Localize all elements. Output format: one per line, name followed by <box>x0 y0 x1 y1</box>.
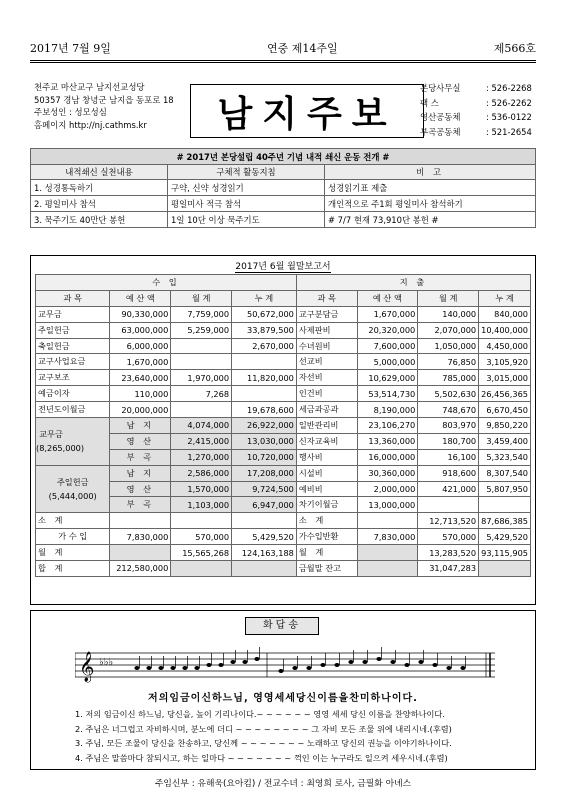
cell: 2,670,000 <box>232 338 297 354</box>
cell: 2,070,000 <box>418 322 479 338</box>
cell: 570,000 <box>418 529 479 545</box>
cell <box>418 497 479 513</box>
column-header: 과 목 <box>296 290 357 306</box>
psalm-lyrics: 저의임금이신하느님, 영영세세당신이름을찬미하나이다. <box>148 693 418 704</box>
cell: 1. 성경통독하기 <box>31 180 168 196</box>
cell: 7,759,000 <box>171 306 232 322</box>
cell: 9,724,500 <box>232 481 297 497</box>
contact-label: 영산공동체 <box>420 112 461 122</box>
table-row <box>36 449 531 465</box>
psalm-verses <box>75 707 452 765</box>
cell: 16,000,000 <box>357 449 418 465</box>
cell: 212,580,000 <box>110 561 171 577</box>
cell: 합 계 <box>36 561 110 577</box>
group-amount: (8,265,000) <box>36 443 85 454</box>
cell: 1,970,000 <box>171 370 232 386</box>
cell: 20,320,000 <box>357 322 418 338</box>
table-row <box>36 418 531 434</box>
cell: 53,514,730 <box>357 386 418 402</box>
cell: 421,000 <box>418 481 479 497</box>
cell: 90,330,000 <box>110 306 171 322</box>
cell: 6,000,000 <box>110 338 171 354</box>
cell: 7,600,000 <box>357 338 418 354</box>
cell: 선교비 <box>296 354 357 370</box>
cell: 8,307,540 <box>479 465 531 481</box>
subtotal-label: 소 계 <box>36 513 110 529</box>
cell <box>171 402 232 418</box>
cell: 부 곡 <box>110 449 171 465</box>
cell: 사제판비 <box>296 322 357 338</box>
patron-saint: 주보성인 : 성모성심 <box>34 107 107 117</box>
verse: 2. 주님은 너그럽고 자비하시며, 분노에 더디 ~ ~ ~ ~ ~ ~ ~ ~ 그 자비 모든 조물 위에 내리시네.(후렴) <box>75 723 452 734</box>
cell: 1,670,000 <box>357 306 418 322</box>
cell: 교무금 <box>36 306 110 322</box>
cell: 1일 10단 이상 묵주기도 <box>168 212 325 228</box>
issue-header <box>30 40 536 56</box>
cell: 23,106,270 <box>357 418 418 434</box>
cell: 자선비 <box>296 370 357 386</box>
cell: 교구사업요금 <box>36 354 110 370</box>
cell: 예금이자 <box>36 386 110 402</box>
expense-header: 지 출 <box>296 275 530 291</box>
contact-label: 본당사무실 <box>420 83 461 93</box>
cell: 12,713,520 <box>418 513 479 529</box>
parish-info <box>34 81 174 131</box>
contact-phone: : 536-0122 <box>486 112 532 122</box>
cell: 10,400,000 <box>479 322 531 338</box>
cell: 76,850 <box>418 354 479 370</box>
income-header: 수 입 <box>36 275 297 291</box>
group-name: 주일헌금 <box>56 477 89 488</box>
cell: 31,047,283 <box>418 561 479 577</box>
cell: 5,807,950 <box>479 481 531 497</box>
column-header: 비 고 <box>325 165 536 180</box>
header-rule <box>30 60 536 61</box>
cell: 1,670,000 <box>110 354 171 370</box>
music-staff <box>75 645 495 685</box>
column-header: 내적쇄신 실천내용 <box>31 165 168 180</box>
cell: 1,570,000 <box>171 481 232 497</box>
cell: 월 계 <box>36 545 110 561</box>
cell: 3. 묵주기도 40만단 봉헌 <box>31 212 168 228</box>
cell: 6,670,450 <box>479 402 531 418</box>
contact-label: 팩 스 <box>420 97 439 108</box>
cell: 918,600 <box>418 465 479 481</box>
cell: 차기이월금 <box>296 497 357 513</box>
monthly-report <box>30 255 536 605</box>
cell: 803,970 <box>418 418 479 434</box>
cell: 7,268 <box>171 386 232 402</box>
cell: 세금과공과 <box>296 402 357 418</box>
table-row <box>31 212 536 228</box>
cell: 축일헌금 <box>36 338 110 354</box>
cell: 110,000 <box>110 386 171 402</box>
cell: 785,000 <box>418 370 479 386</box>
subtotal-row <box>36 513 531 529</box>
cell: 124,163,188 <box>232 545 297 561</box>
cell: 1,103,000 <box>171 497 232 513</box>
cell: 평일미사 적극 참석 <box>168 196 325 212</box>
liturgical-week: 연중 제14주일 <box>267 42 338 55</box>
cell: 15,565,268 <box>171 545 232 561</box>
bulletin-title: 남지주보 <box>190 84 424 138</box>
cell: 예비비 <box>296 481 357 497</box>
cell: 33,879,500 <box>232 322 297 338</box>
cell: 영 산 <box>110 433 171 449</box>
cell: 영 산 <box>110 481 171 497</box>
table-row <box>36 481 531 497</box>
column-header: 누 계 <box>232 290 297 306</box>
cell: 13,360,000 <box>357 433 418 449</box>
cell: 수녀원비 <box>296 338 357 354</box>
cell: 93,115,905 <box>479 545 531 561</box>
svg-text:𝄞: 𝄞 <box>79 652 95 682</box>
cell: 30,360,000 <box>357 465 418 481</box>
group-amount: (5,444,000) <box>48 491 97 502</box>
contact-phone: : 521-2654 <box>486 126 532 137</box>
cell: 140,000 <box>418 306 479 322</box>
campaign-table <box>30 148 536 228</box>
cell: 4,074,000 <box>171 418 232 434</box>
table-row <box>36 465 531 481</box>
cell: 3,015,000 <box>479 370 531 386</box>
group-cell <box>36 465 110 513</box>
cell: 성경읽기표 제출 <box>325 180 536 196</box>
cell: 2,415,000 <box>171 433 232 449</box>
cell: 1,050,000 <box>418 338 479 354</box>
contact-phone: : 526-2268 <box>486 83 532 93</box>
header-rule-2 <box>30 62 536 63</box>
cell: 570,000 <box>171 529 232 545</box>
cell: 2,000,000 <box>357 481 418 497</box>
column-header: 예 산 액 <box>357 290 418 306</box>
verse: 1. 저의 임금이신 하느님, 당신을, 높이 기리나이다.~ ~ ~ ~ ~ ~ 영영 세세 당신 이름을 찬양하나이다. <box>75 709 445 719</box>
total-row <box>36 561 531 577</box>
cell: 주일헌금 <box>36 322 110 338</box>
cell <box>171 338 232 354</box>
cell: 26,456,365 <box>479 386 531 402</box>
cell: 신자교육비 <box>296 433 357 449</box>
contact-label: 부곡공동체 <box>420 126 461 137</box>
report-table <box>35 274 531 577</box>
cell: 748,670 <box>418 402 479 418</box>
provisional-row <box>36 529 531 545</box>
cell: 17,208,000 <box>232 465 297 481</box>
column-header: 과 목 <box>36 290 110 306</box>
cell: 금월말 잔고 <box>296 561 357 577</box>
cell: 5,429,520 <box>479 529 531 545</box>
cell: 11,820,000 <box>232 370 297 386</box>
cell: 26,922,000 <box>232 418 297 434</box>
column-header: 누 계 <box>479 290 531 306</box>
homepage-link[interactable]: 홈페이지 http://nj.cathms.kr <box>34 119 147 130</box>
cell: 5,323,540 <box>479 449 531 465</box>
psalm-title: 화답송 <box>245 617 319 635</box>
table-row <box>31 196 536 212</box>
subtotal-label: 소 계 <box>296 513 357 529</box>
monthly-row <box>36 545 531 561</box>
cell: # 7/7 현재 73,910단 봉헌 # <box>325 212 536 228</box>
issue-number: 제566호 <box>493 42 536 55</box>
cell: 2. 평일미사 참석 <box>31 196 168 212</box>
table-row <box>36 386 531 402</box>
cell: 인건비 <box>296 386 357 402</box>
column-header: 예 산 액 <box>110 290 171 306</box>
cell: 개인적으로 주1회 평일미사 참석하기 <box>325 196 536 212</box>
contact-phone: : 526-2262 <box>486 97 532 108</box>
cell <box>232 386 297 402</box>
cell: 840,000 <box>479 306 531 322</box>
cell: 5,502,630 <box>418 386 479 402</box>
table-row <box>36 402 531 418</box>
parish-name: 천주교 마산교구 남지선교성당 <box>34 82 145 92</box>
cell <box>232 354 297 370</box>
cell: 20,000,000 <box>110 402 171 418</box>
cell: 가수입반환 <box>296 529 357 545</box>
svg-text:♭♭♭: ♭♭♭ <box>99 657 114 668</box>
table-row <box>36 354 531 370</box>
cell: 가 수 입 <box>36 529 110 545</box>
table-row <box>36 433 531 449</box>
cell: 13,283,520 <box>418 545 479 561</box>
cell: 6,947,000 <box>232 497 297 513</box>
cell: 7,830,000 <box>357 529 418 545</box>
table-row <box>36 497 531 513</box>
cell: 5,429,520 <box>232 529 297 545</box>
contact-list <box>420 81 532 139</box>
verse: 3. 주님, 모든 조물이 당신을 찬송하고, 당신께 ~ ~ ~ ~ ~ ~ ~ 노래하고 당신의 권능을 이야기하나이다. <box>75 738 452 748</box>
column-header: 월 계 <box>418 290 479 306</box>
cell: 시설비 <box>296 465 357 481</box>
cell: 10,629,000 <box>357 370 418 386</box>
cell: 부 곡 <box>110 497 171 513</box>
cell: 5,259,000 <box>171 322 232 338</box>
cell: 10,720,000 <box>232 449 297 465</box>
cell: 교구보조 <box>36 370 110 386</box>
masthead <box>30 78 536 142</box>
cell: 50,672,000 <box>232 306 297 322</box>
cell: 5,000,000 <box>357 354 418 370</box>
report-title: 2017년 6월 월말보고서 <box>235 262 331 272</box>
cell: 87,686,385 <box>479 513 531 529</box>
table-row <box>36 306 531 322</box>
column-header: 월 계 <box>171 290 232 306</box>
cell: 구약, 신약 성경읽기 <box>168 180 325 196</box>
cell: 63,000,000 <box>110 322 171 338</box>
group-name: 교무금 <box>39 429 63 440</box>
cell: 7,830,000 <box>110 529 171 545</box>
cell: 4,450,000 <box>479 338 531 354</box>
cell: 2,586,000 <box>171 465 232 481</box>
cell: 8,190,000 <box>357 402 418 418</box>
group-cell <box>36 418 110 466</box>
cell: 13,030,000 <box>232 433 297 449</box>
cell: 3,105,920 <box>479 354 531 370</box>
table-row <box>36 370 531 386</box>
cell: 13,000,000 <box>357 497 418 513</box>
cell: 1,270,000 <box>171 449 232 465</box>
table-row <box>36 338 531 354</box>
cell <box>479 497 531 513</box>
cell: 180,700 <box>418 433 479 449</box>
cell: 9,850,220 <box>479 418 531 434</box>
cell: 교구분담금 <box>296 306 357 322</box>
cell: 월 계 <box>296 545 357 561</box>
verse: 4. 주님은 말씀마다 참되시고, 하는 일마다 ~ ~ ~ ~ ~ ~ ~ 꺽인 이는 누구라도 일으켜 세우시네.(후렴) <box>75 752 448 763</box>
clergy-footer: 주임신부 : 유해욱(요아킴) / 전교수녀 : 최영희 로사, 금필화 아녜스 <box>154 779 412 789</box>
column-header: 구체적 활동지침 <box>168 165 325 180</box>
table-row <box>31 180 536 196</box>
cell: 남 지 <box>110 465 171 481</box>
cell: 일반관리비 <box>296 418 357 434</box>
issue-date: 2017년 7월 9일 <box>30 42 111 55</box>
cell: 전년도이월금 <box>36 402 110 418</box>
cell: 3,459,400 <box>479 433 531 449</box>
cell: 남 지 <box>110 418 171 434</box>
responsorial-psalm <box>30 610 536 770</box>
table-row <box>36 322 531 338</box>
cell: 19,678,600 <box>232 402 297 418</box>
cell <box>171 354 232 370</box>
parish-address: 50357 경남 창녕군 남지읍 동포로 18 <box>34 94 174 105</box>
cell: 16,100 <box>418 449 479 465</box>
cell: 23,640,000 <box>110 370 171 386</box>
campaign-title: # 2017년 본당설립 40주년 기념 내적 쇄신 운동 전개 # <box>31 149 536 165</box>
cell: 행사비 <box>296 449 357 465</box>
